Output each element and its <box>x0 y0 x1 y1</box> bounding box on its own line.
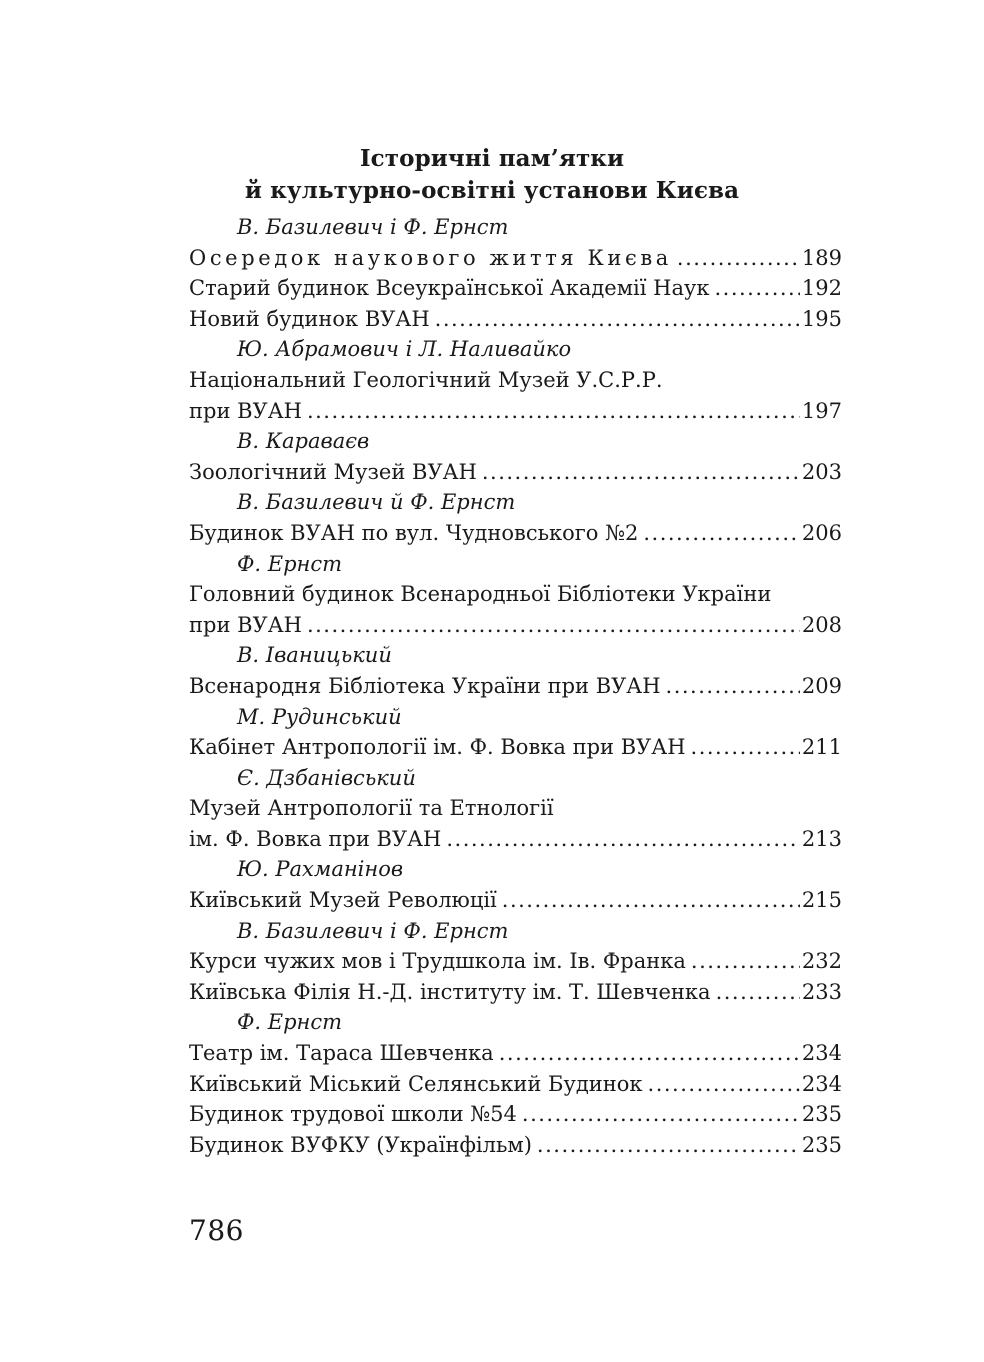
toc-entry <box>189 457 842 488</box>
toc-page-number: 195 <box>801 306 842 331</box>
dot-leader <box>446 824 800 855</box>
toc-entry-title: Старий будинок Всеукраїнської Академії Наук <box>189 276 710 301</box>
toc-page-number: 206 <box>801 520 842 545</box>
toc-page-number: 209 <box>801 673 842 698</box>
toc-page-number: 189 <box>801 245 842 270</box>
page-title-line-2: й культурно-освітні установи Києва <box>244 177 740 204</box>
toc-entry-title-line: Музей Антропології та Етнології <box>189 796 554 821</box>
toc-entry <box>189 243 842 274</box>
toc-page-number: 235 <box>801 1102 842 1127</box>
toc-entry-title: Будинок трудової школи №54 <box>189 1102 517 1127</box>
dot-leader <box>307 610 800 641</box>
toc-entry-title: Всенародня Бібліотека України при ВУАН <box>189 673 661 698</box>
toc-author: В. Базилевич і Ф. Ернст <box>237 215 509 239</box>
toc-entry-title: Новий будинок ВУАН <box>189 306 430 331</box>
toc-page-number: 208 <box>801 612 842 637</box>
toc-page-number: 235 <box>801 1132 842 1157</box>
toc-entry <box>189 273 842 304</box>
toc-page-number: 234 <box>801 1071 842 1096</box>
toc-page-number: 211 <box>801 735 842 760</box>
dot-leader <box>716 977 800 1008</box>
toc-entry <box>189 518 842 549</box>
toc-entry-title: Курси чужих мов і Трудшкола ім. Ів. Франка <box>189 949 686 974</box>
toc-entry-title: при ВУАН <box>189 612 302 637</box>
dot-leader <box>643 518 800 549</box>
toc-author: В. Іваницький <box>237 643 392 668</box>
toc-entry-title: Зоологічний Музей ВУАН <box>189 459 477 484</box>
toc-page-number: 234 <box>801 1041 842 1066</box>
toc-page-number: 192 <box>801 276 842 301</box>
dot-leader <box>714 273 799 304</box>
toc-page-number: 203 <box>801 459 842 484</box>
toc-page-number: 197 <box>801 398 842 423</box>
toc-entry-title: Будинок ВУАН по вул. Чудновського №2 <box>189 520 639 545</box>
toc-entry <box>189 1099 842 1130</box>
dot-leader <box>435 304 800 335</box>
dot-leader <box>691 732 800 763</box>
toc-entry <box>189 732 842 763</box>
dot-leader <box>499 1038 800 1069</box>
toc-page-number: 213 <box>801 826 842 851</box>
toc-entry-title: Театр ім. Тараса Шевченка <box>189 1041 494 1066</box>
toc-author: М. Рудинський <box>237 704 402 729</box>
toc-entry <box>189 1038 842 1069</box>
toc-author: Ю. Рахманінов <box>237 857 404 882</box>
toc-entry <box>189 396 842 427</box>
toc-entry <box>189 304 842 335</box>
toc-author: В. Базилевич і Ф. Ернст <box>237 918 509 943</box>
page-title-line-1: Історичні пам’ятки <box>359 145 625 172</box>
table-of-contents <box>189 212 842 1160</box>
toc-entry <box>189 885 842 916</box>
toc-entry <box>189 610 842 641</box>
toc-page-number: 233 <box>801 979 842 1004</box>
toc-entry <box>189 824 842 855</box>
toc-author: Ф. Ернст <box>237 1010 343 1035</box>
toc-entry-title: Київський Музей Революції <box>189 888 497 913</box>
toc-author: Є. Дзбанівський <box>237 765 416 790</box>
dot-leader <box>648 1069 800 1100</box>
toc-entry-title: Київська Філія Н.-Д. інституту ім. Т. Шевченка <box>189 979 711 1004</box>
dot-leader <box>691 946 800 977</box>
dot-leader <box>522 1099 800 1130</box>
toc-entry-title-line: Національний Геологічний Музей У.С.Р.Р. <box>189 367 663 392</box>
toc-entry-title: при ВУАН <box>189 398 302 423</box>
toc-author: В. Караваєв <box>237 429 370 454</box>
toc-page-number: 215 <box>801 888 842 913</box>
toc-entry-title: Будинок ВУФКУ (Українфільм) <box>189 1132 532 1157</box>
dot-leader <box>307 396 800 427</box>
toc-entry-title-line: Головний будинок Всенародньої Бібліотеки України <box>189 582 772 607</box>
dot-leader <box>666 671 800 702</box>
dot-leader <box>677 243 800 274</box>
page-number: 786 <box>189 1214 244 1247</box>
toc-entry-title: Осередок наукового життя Києва <box>189 245 672 270</box>
toc-author: В. Базилевич й Ф. Ернст <box>237 490 516 515</box>
dot-leader <box>537 1130 800 1161</box>
toc-entry-title: ім. Ф. Вовка при ВУАН <box>189 826 442 851</box>
toc-entry-title: Київський Міський Селянський Будинок <box>189 1071 643 1096</box>
toc-page-number: 232 <box>801 949 842 974</box>
toc-entry <box>189 671 842 702</box>
toc-entry <box>189 1069 842 1100</box>
toc-entry <box>189 977 842 1008</box>
page-title <box>0 143 984 207</box>
toc-entry-title: Кабінет Антропології ім. Ф. Вовка при ВУАН <box>189 735 686 760</box>
toc-author: Ф. Ернст <box>237 551 343 576</box>
toc-entry <box>189 946 842 977</box>
dot-leader <box>482 457 800 488</box>
dot-leader <box>502 885 800 916</box>
toc-entry <box>189 1130 842 1161</box>
toc-author: Ю. Абрамович і Л. Наливайко <box>237 337 572 362</box>
